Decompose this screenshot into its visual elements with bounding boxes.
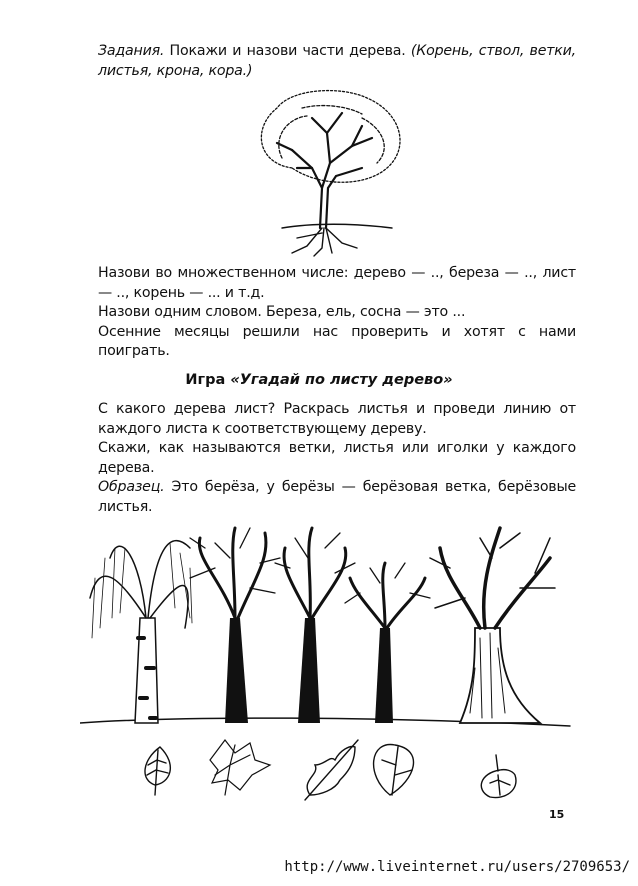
exercise-plural: Назови во множественном числе: дерево — .., береза — .., лист — .., корень — ... и т.д.: [98, 265, 576, 301]
game-title-name: «Угадай по листу дерево»: [230, 372, 453, 388]
oak-tree: [430, 528, 555, 723]
linden-leaf: [374, 745, 414, 795]
game-example: [98, 478, 576, 517]
game-title-prefix: Игра: [185, 372, 231, 388]
tree-3: [275, 528, 355, 723]
tree-parts-illustration: [252, 88, 412, 258]
page-number: 15: [549, 808, 565, 821]
game-text: [98, 400, 576, 517]
birch-tree: [90, 541, 192, 723]
maple-leaf: [210, 740, 270, 795]
watermark-url: http://www.liveinternet.ru/users/2709653/: [284, 859, 630, 875]
example-text: Это берёза, у берёзы — берёзовая ветка, берёзовые листья.: [98, 479, 576, 515]
task-paragraph: [98, 42, 576, 81]
game-paragraph-2: Скажи, как называются ветки, листья или иголки у каждого дерева.: [98, 440, 576, 476]
example-label: Образец.: [98, 479, 165, 495]
exercise-one-word: Назови одним словом. Береза, ель, сосна — это ...: [98, 304, 466, 320]
exercise-autumn: Осенние месяцы решили нас проверить и хотят с нами поиграть.: [98, 323, 576, 359]
tree-4: [345, 563, 430, 723]
game-title: [0, 372, 638, 388]
task-label: Задания.: [98, 43, 165, 59]
trees-illustration: [80, 518, 580, 733]
exercise-list: [98, 264, 576, 362]
task-answer: (Корень, ствол, ветки, листья, крона, кора.): [98, 43, 576, 79]
aspen-leaf: [481, 755, 516, 798]
oak-leaf: [305, 740, 358, 800]
game-paragraph-1: С какого дерева лист? Раскрась листья и проведи линию от каждого листа к соответствующему дереву.: [98, 401, 576, 437]
leaves-illustration: [130, 735, 550, 805]
birch-leaf: [145, 747, 170, 795]
tree-2: [190, 528, 280, 723]
task-text: Покажи и назови части дерева.: [164, 43, 411, 59]
